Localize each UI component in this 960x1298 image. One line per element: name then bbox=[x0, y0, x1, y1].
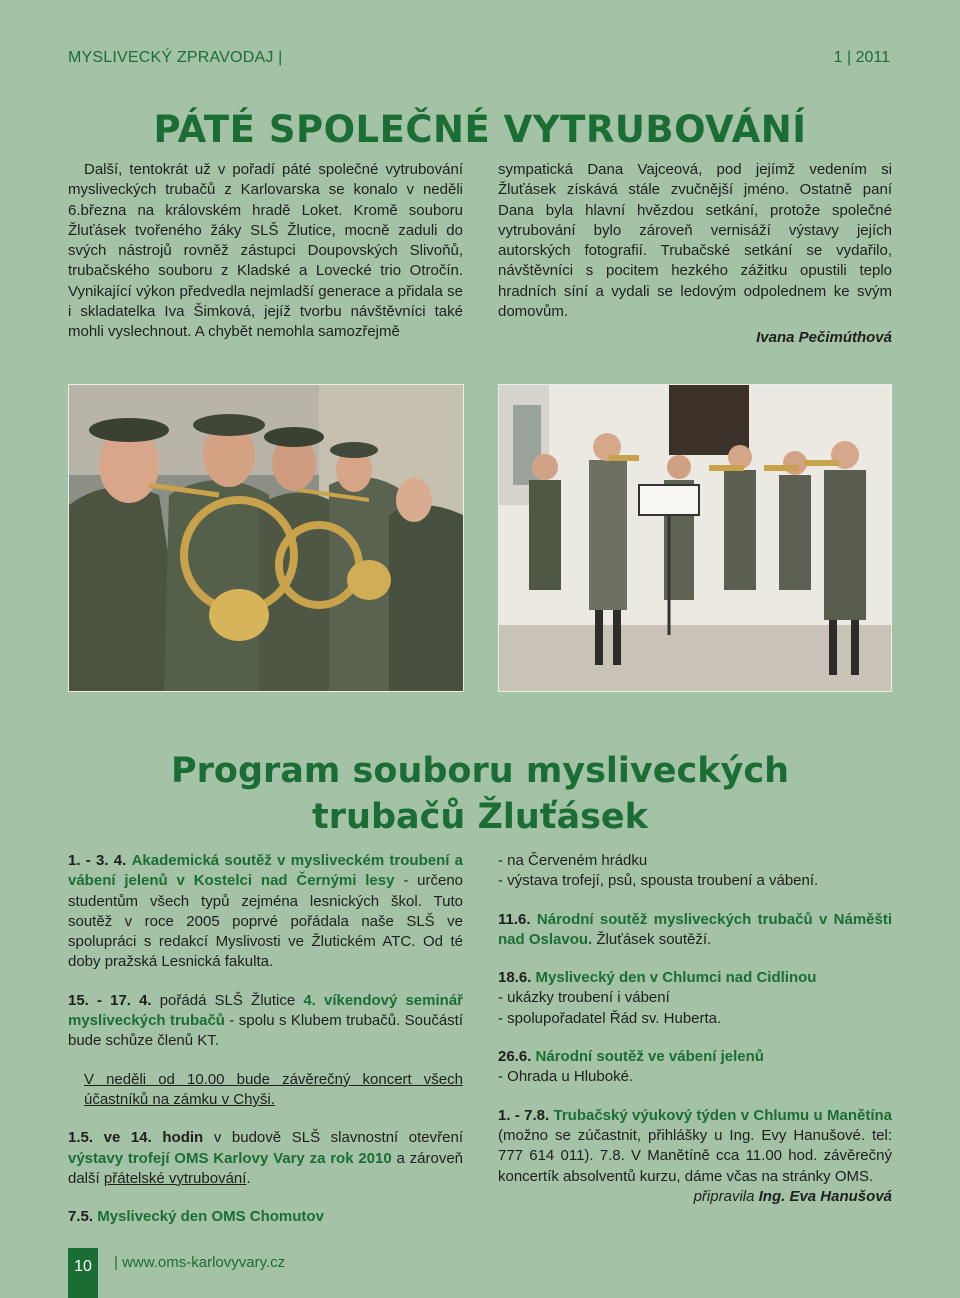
program-event: výstavy trofejí OMS Karlovy Vary za rok 2010 bbox=[68, 1149, 392, 1167]
photo-trumpeter-group bbox=[498, 384, 892, 692]
program-event: Národní soutěž ve vábení jelenů bbox=[535, 1048, 764, 1066]
program-item bbox=[68, 1207, 463, 1227]
program-column-left bbox=[68, 851, 463, 1227]
article-author: Ivana Pečimúthová bbox=[756, 329, 892, 346]
program-event: Národní soutěž mysliveckých trubačů v Náměšti nad Oslavou. bbox=[498, 910, 893, 948]
program-time-word: hodin bbox=[162, 1129, 204, 1147]
program-item bbox=[68, 1128, 463, 1189]
article-title: PÁTÉ SPOLEČNÉ VYTRUBOVÁNÍ bbox=[153, 108, 807, 151]
program-event: 4. víkendový seminář mysliveckých trubačů bbox=[68, 991, 464, 1030]
program-title bbox=[0, 748, 960, 840]
program-description: Žluťásek soutěží. bbox=[596, 930, 712, 948]
article-text-right bbox=[498, 160, 892, 322]
program-date: 18.6. bbox=[498, 969, 532, 987]
program-item bbox=[68, 991, 463, 1052]
program-description: a zároveň další bbox=[68, 1149, 463, 1187]
program-description: - určeno studentům všech typů zejména lesnických škol. Tuto soutěž v roce 2005 poprvé pořádala naše SLŠ ve spolupráci s redakcí Myslivosti ve Žlutickém ATC. Od té doby pražská Lesnická fakulta. bbox=[68, 872, 464, 971]
program-date: 1. - 3. 4. bbox=[68, 852, 127, 869]
program-date: 11.6. bbox=[498, 910, 531, 928]
program-item bbox=[498, 1106, 892, 1187]
program-event: Myslivecký den v Chlumci nad Cidlinou bbox=[535, 969, 817, 987]
program-event: Myslivecký den OMS Chomutov bbox=[97, 1208, 324, 1226]
program-item bbox=[498, 968, 892, 1029]
header-publication: MYSLIVECKÝ ZPRAVODAJ | bbox=[68, 49, 283, 66]
photo-horn-players bbox=[68, 384, 464, 692]
program-line: - výstava trofejí, psů, spousta troubení a vábení. bbox=[498, 872, 819, 890]
article-text-left bbox=[68, 160, 463, 343]
program-description: (možno se zúčastnit, přihlášky u Ing. Evy Hanušové. tel: 777 614 011). 7.8. V Manětíně cca 11.00 hod. závěrečný koncertík absolventů kurzu, dáme včas na stránky OMS. bbox=[498, 1126, 892, 1185]
page-number: 10 bbox=[68, 1248, 98, 1298]
program-line: - ukázky troubení i vábení bbox=[498, 989, 670, 1007]
program-description: pořádá SLŠ Žlutice bbox=[159, 991, 296, 1009]
program-item bbox=[498, 851, 892, 892]
program-date: 15. - 17. 4. bbox=[68, 991, 152, 1009]
program-note: V neděli od 10.00 bude závěrečný koncert všech účastníků na zámku v Chyši. bbox=[84, 1070, 463, 1108]
article-paragraph: Další, tentokrát už v pořadí páté společné vytrubování mysliveckých trubačů z Karlovarska se konalo v neděli 6.března na královském hradě Loket. Kromě souboru Žluťásek tvořeného žáky SLŠ Žlutice, mocně zaduli do svých nástrojů rovněž zástupci Doupovských Slivoňů, trubačského souboru z Kladské a Lovecké trio Otročín. Vynikající výkon předvedla nejmladší generace a přidala se i skladatelka Iva Šimková, jejíž tvorbu návštěvníci také mohli vyslechnout. A chybět nemohla samozřejmě bbox=[68, 161, 463, 341]
program-item bbox=[498, 1047, 892, 1088]
program-author-prefix: připravila bbox=[693, 1187, 755, 1205]
program-date: 7.5. bbox=[68, 1208, 94, 1226]
program-date: 1. - 7.8. bbox=[498, 1106, 550, 1124]
program-author-name: Ing. Eva Hanušová bbox=[758, 1187, 892, 1205]
program-item bbox=[68, 851, 463, 973]
article-paragraph: sympatická Dana Vajceová, pod jejímž vedením si Žluťásek získává stále zvučnější jméno. Ostatně paní Dana byla hlavní hvězdou setkání, protože společné vytrubování bylo zároveň vernisáží výstavy jejích autorských fotografií. Trubačské setkání se vydařilo, návštěvníci s pocitem hezkého zážitku opustili teplo hradních síní a vydali se ledovým odpolednem ke svým domovům. bbox=[498, 161, 892, 321]
header-issue: 1 | 2011 bbox=[833, 49, 890, 66]
program-punctuation: . bbox=[246, 1169, 251, 1187]
program-author bbox=[498, 1187, 892, 1207]
program-description: - spolu s Klubem trubačů. Součástí bude schůze členů KT. bbox=[68, 1012, 464, 1050]
program-item bbox=[68, 1070, 463, 1111]
program-title-line: trubačů Žluťásek bbox=[312, 797, 648, 837]
program-date: 26.6. bbox=[498, 1048, 532, 1066]
program-event: Trubačský výukový týden v Chlumu u Manětína bbox=[553, 1106, 893, 1124]
program-item bbox=[498, 910, 892, 951]
footer-website: | www.oms-karlovyvary.cz bbox=[114, 1254, 286, 1271]
program-line: - spolupořadatel Řád sv. Huberta. bbox=[498, 1009, 722, 1027]
program-line: - na Červeném hrádku bbox=[498, 852, 648, 869]
program-date: 1.5. ve 14. bbox=[68, 1129, 152, 1147]
program-description: v budově SLŠ slavnostní otevření bbox=[213, 1129, 464, 1147]
program-event: Akademická soutěž v mysliveckém troubení a vábení jelenů v Kostelci nad Černými lesy bbox=[68, 852, 464, 890]
program-line: - Ohrada u Hluboké. bbox=[498, 1068, 634, 1086]
program-column-right bbox=[498, 851, 892, 1207]
program-link-text: přátelské vytrubování bbox=[103, 1169, 247, 1187]
program-title-line: Program souboru mysliveckých bbox=[171, 751, 789, 791]
